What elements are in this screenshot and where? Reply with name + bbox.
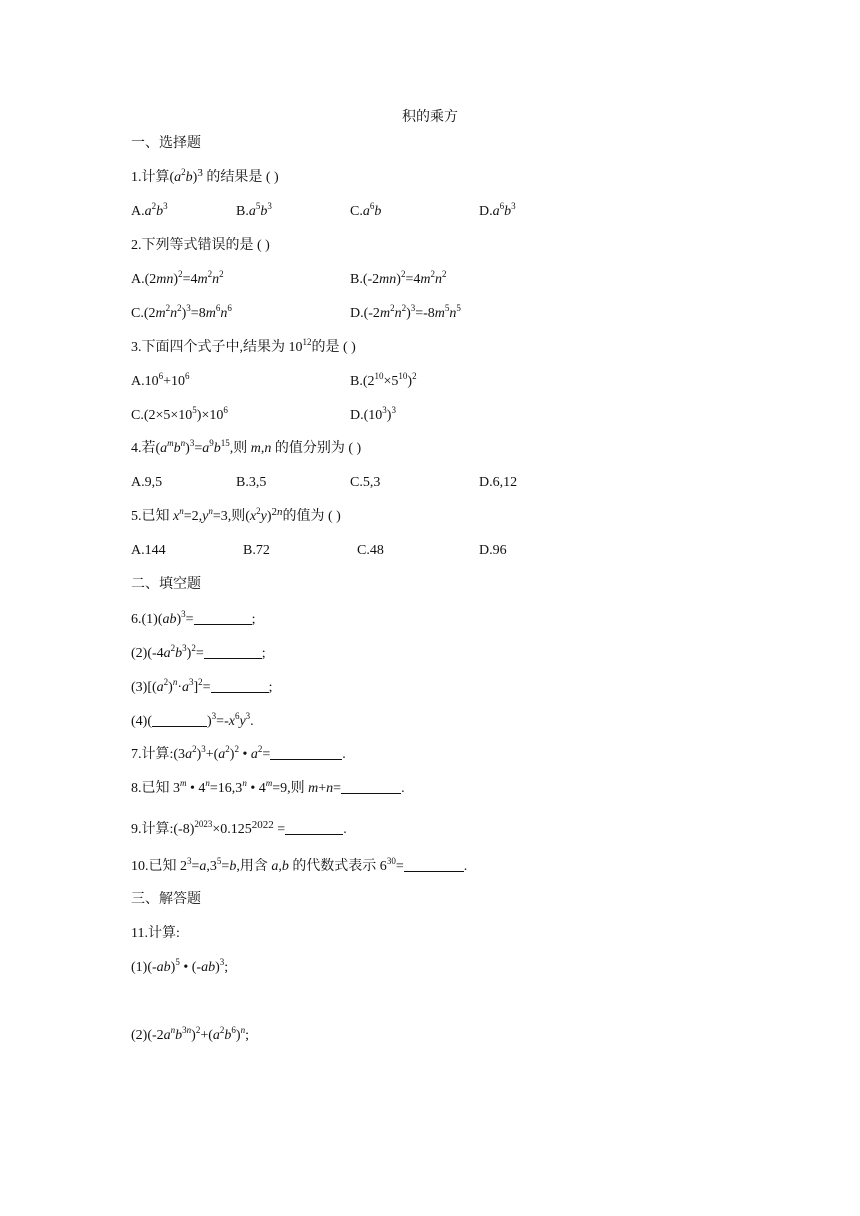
question-3-option-a[interactable]: $A.10^6+10^6$ <box>131 371 190 389</box>
question-7: 7.计算$:(3a^2)^3+(a^2)^2$ • $a^2=$ . <box>131 744 346 762</box>
question-5-option-b[interactable]: B.72 <box>243 543 270 558</box>
question-2-option-c[interactable]: $C.(2m^2n^2)^3=8m^6n^6$ <box>131 303 232 321</box>
question-9: 9.计算$:(-8)^{2023}\times 0.125^{2022}$ = . <box>131 819 347 837</box>
answer-blank[interactable] <box>152 712 207 727</box>
question-2-stem: 2.下列等式错误的是 ( ) <box>131 238 270 253</box>
section-heading-solve: 三、解答题 <box>131 892 201 907</box>
question-4-option-c[interactable]: C.5,3 <box>350 475 381 490</box>
question-4-stem: 4.若$(a^mb^n)^3=a^9b^{15}$,则 m,n 的值分别为 ( ) <box>131 438 362 456</box>
question-6-part-1: 6.(1)(ab)$^3$= ; <box>131 609 256 627</box>
question-5-option-d[interactable]: D.96 <box>479 543 507 558</box>
answer-blank[interactable] <box>404 857 464 872</box>
question-2-option-a[interactable]: $A.(2mn)^2=4m^2n^2$ <box>131 269 224 287</box>
question-3-stem: 3.下面四个式子中,结果为 $10^{12}$的是 ( ) <box>131 337 356 355</box>
question-6-part-3: $(3)[(a^2)^n\cdot a^3]^2=$ ; <box>131 677 273 695</box>
question-2-option-b[interactable]: $B.(-2mn)^2=4m^2n^2$ <box>350 269 447 287</box>
answer-blank[interactable] <box>270 745 342 760</box>
question-10: 10.已知 $2^3=a,3^5=b$,用含 a,b 的代数式表示 $6^{30}=$ . <box>131 856 468 874</box>
question-6-part-2: $(2)(-4a^2b^3)^2=$ ; <box>131 643 266 661</box>
question-4-option-d[interactable]: D.6,12 <box>479 475 518 490</box>
answer-blank[interactable] <box>341 779 401 794</box>
question-3-option-d[interactable]: $D.(10^3)^3$ <box>350 405 396 423</box>
question-1-option-d[interactable]: $D.a^6b^3$ <box>479 201 516 219</box>
question-4-option-b[interactable]: B.3,5 <box>236 475 267 490</box>
question-8: 8.已知 3$^m$ • $4^n=16,3^n$ • $4^m=9$,则 m+n= . <box>131 778 405 796</box>
question-5-option-a[interactable]: A.144 <box>131 543 166 558</box>
answer-blank[interactable] <box>285 820 343 835</box>
question-1-option-c[interactable]: $C.a^6b$ <box>350 201 382 219</box>
question-6-part-4: (4)( )$^3=-x^6y^3$. <box>131 711 254 729</box>
question-1-option-a[interactable]: $A.a^2b^3$ <box>131 201 168 219</box>
section-heading-choice: 一、选择题 <box>131 136 201 151</box>
question-11-stem: 11.计算: <box>131 926 180 941</box>
answer-blank[interactable] <box>194 610 252 625</box>
question-11-part-1: $(1)(-ab)^5$ • $(-ab)^3$; <box>131 957 229 975</box>
question-5-stem: 5.已知 $x^n=2,y^n=3$,则$(x^2y)^{2n}$的值为 ( ) <box>131 506 341 524</box>
question-11-part-2: $(2)(-2a^nb^{3n})^2+(a^2b^6)^n$; <box>131 1025 249 1043</box>
answer-blank[interactable] <box>211 678 269 693</box>
question-3-option-c[interactable]: $C.(2\times 5\times 10^5)\times 10^6$ <box>131 405 228 423</box>
question-1-option-b[interactable]: $B.a^5b^3$ <box>236 201 272 219</box>
section-heading-fill-in: 二、填空题 <box>131 577 201 592</box>
page-title: 积的乘方 <box>402 110 458 125</box>
question-3-option-b[interactable]: $B.(2^{10}\times 5^{10})^2$ <box>350 371 417 389</box>
question-1-stem: 1.计算$(a^2b)^3$ 的结果是 ( ) <box>131 167 279 185</box>
question-2-option-d[interactable]: $D.(-2m^2n^2)^3=-8m^5n^5$ <box>350 303 461 321</box>
answer-blank[interactable] <box>204 644 262 659</box>
question-5-option-c[interactable]: C.48 <box>357 543 384 558</box>
question-4-option-a[interactable]: A.9,5 <box>131 475 163 490</box>
